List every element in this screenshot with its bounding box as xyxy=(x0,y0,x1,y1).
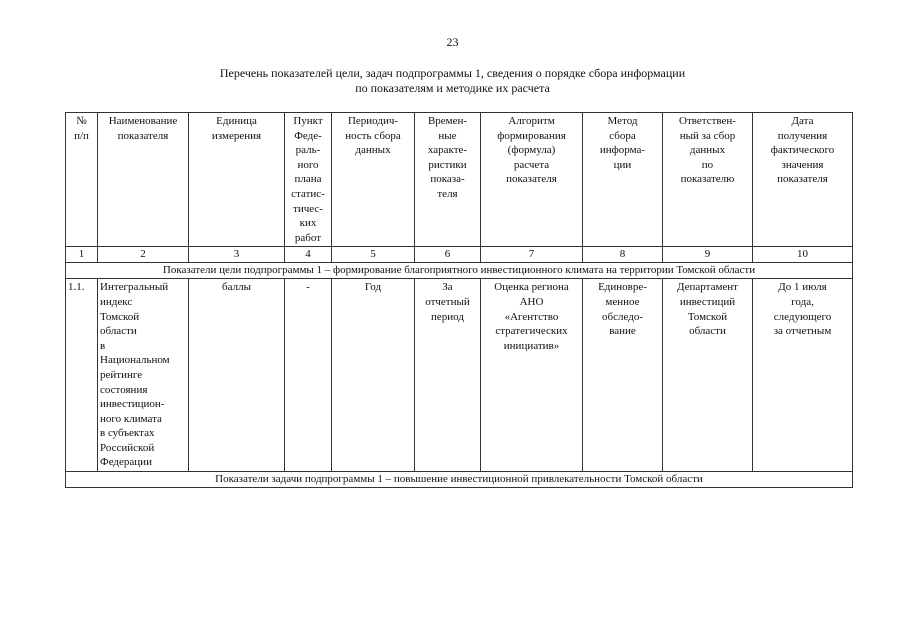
indicator-name-cell: Интегральный индекс Томской области в Национальном рейтинге состояния инвестицион- ного климата в субъектах Российской Федерации xyxy=(98,279,189,472)
unit-cell: баллы xyxy=(189,279,285,472)
header-cell-method: Метод сбора информа- ции xyxy=(583,113,663,247)
section-row-task xyxy=(66,472,853,488)
column-number: 7 xyxy=(481,247,583,263)
column-number: 4 xyxy=(285,247,332,263)
column-number: 1 xyxy=(66,247,98,263)
column-number: 2 xyxy=(98,247,189,263)
indicators-table xyxy=(65,112,853,488)
column-number: 10 xyxy=(753,247,853,263)
header-cell-number: № п/п xyxy=(66,113,98,247)
time-characteristics-cell: За отчетный период xyxy=(415,279,481,472)
column-number: 8 xyxy=(583,247,663,263)
header-cell-date: Дата получения фактического значения показателя xyxy=(753,113,853,247)
periodicity-cell: Год xyxy=(332,279,415,472)
date-cell: До 1 июля года, следующего за отчетным xyxy=(753,279,853,472)
method-cell: Единовре- менное обследо- вание xyxy=(583,279,663,472)
header-cell-periodicity: Периодич- ность сбора данных xyxy=(332,113,415,247)
column-number: 6 xyxy=(415,247,481,263)
section-row-goal xyxy=(66,263,853,279)
table-row xyxy=(66,279,853,472)
column-number: 5 xyxy=(332,247,415,263)
plan-item-cell: - xyxy=(285,279,332,472)
header-cell-unit: Единица измерения xyxy=(189,113,285,247)
column-number-row xyxy=(66,247,853,263)
responsible-cell: Департамент инвестиций Томской области xyxy=(663,279,753,472)
header-cell-plan-item: Пункт Феде- раль- ного плана статис- тичес- ких работ xyxy=(285,113,332,247)
header-cell-algorithm: Алгоритм формирования (формула) расчета показателя xyxy=(481,113,583,247)
section-heading-goal: Показатели цели подпрограммы 1 – формирование благоприятного инвестиционного климата на территории Томской области xyxy=(66,263,853,279)
algorithm-cell: Оценка региона АНО «Агентство стратегических инициатив» xyxy=(481,279,583,472)
column-number: 9 xyxy=(663,247,753,263)
title-line-2: по показателям и методике их расчета xyxy=(355,81,550,95)
section-heading-task: Показатели задачи подпрограммы 1 – повышение инвестиционной привлекательности Томской области xyxy=(66,472,853,488)
title-line-1: Перечень показателей цели, задач подпрограммы 1, сведения о порядке сбора информации xyxy=(219,66,686,80)
row-number-cell: 1.1. xyxy=(66,279,98,472)
page-number: 23 xyxy=(446,35,459,49)
column-number: 3 xyxy=(189,247,285,263)
header-row xyxy=(66,113,853,247)
header-cell-responsible: Ответствен- ный за сбор данных по показателю xyxy=(663,113,753,247)
document-title xyxy=(0,66,905,96)
header-cell-name: Наименование показателя xyxy=(98,113,189,247)
header-cell-time: Времен- ные характе- ристики показа- теля xyxy=(415,113,481,247)
